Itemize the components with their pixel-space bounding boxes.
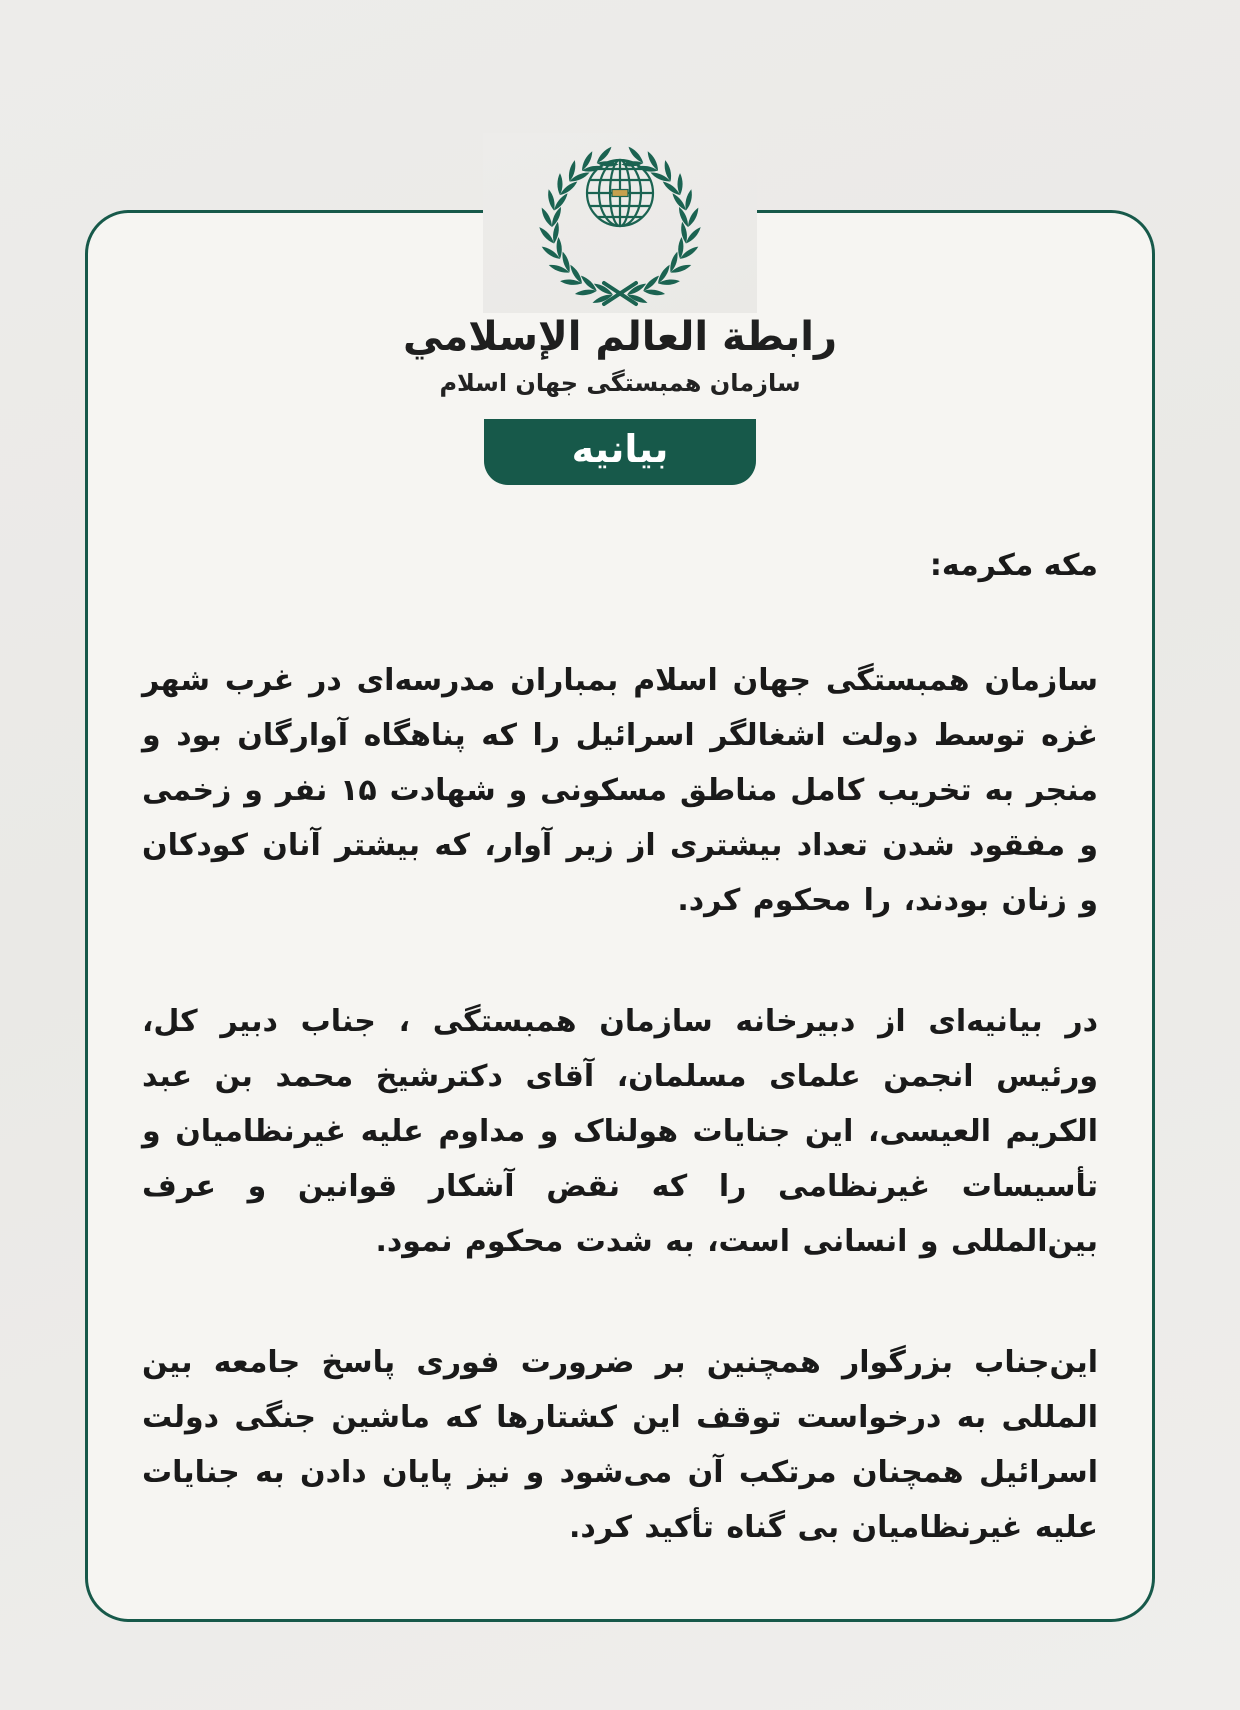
- org-calligraphy-arabic: رابطة العالم الإسلامي: [403, 314, 837, 360]
- mwl-logo: [483, 133, 757, 313]
- paragraph-3: این‌جناب بزرگوار همچنین بر ضرورت فوری پاسخ جامعه بین المللی به درخواست توقف این کشتارها که ماشین جنگی دولت اسرائیل همچنان مرتکب آن می‌شود و نیز پایان دادن به جنایات علیه غیرنظامیان بی گناه تأکید کرد.: [142, 1345, 1098, 1545]
- kaaba-band-icon: [612, 190, 628, 197]
- statement-banner: [484, 419, 756, 485]
- banner-label: بیانیه: [571, 427, 669, 471]
- paragraph-2: در بیانیه‌ای از دبیرخانه سازمان همبستگی ، جناب دبیر کل، ورئیس انجمن علمای مسلمان، آقای دکترشیخ محمد بن عبد الکریم العیسی، این جنایات هولناک و مداوم علیه غیرنظامیان و تأسیسات غیرنظامی را که نقض آشکار قوانین و عرف بین‌المللی و انسانی است، به شدت محکوم نمود.: [142, 1004, 1098, 1259]
- statement-body: [88, 545, 1152, 1555]
- org-name-persian: سازمان همبستگی جهان اسلام: [439, 369, 801, 397]
- dateline: مکه مکرمه:: [929, 548, 1098, 583]
- masthead: [0, 0, 1240, 485]
- laurel-wreath-globe-icon: [529, 133, 711, 309]
- paragraph-1: سازمان همبستگی جهان اسلام بمباران مدرسه‌ای در غرب شهر غزه توسط دولت اشغالگر اسرائیل را که پناهگاه آوارگان بود و منجر به تخریب کامل مناطق مسکونی و شهادت ۱۵ نفر و زخمی و مفقود شدن تعداد بیشتری از زیر آوار، که بیشتر آنان کودکان و زنان بودند، را محکوم کرد.: [142, 663, 1098, 918]
